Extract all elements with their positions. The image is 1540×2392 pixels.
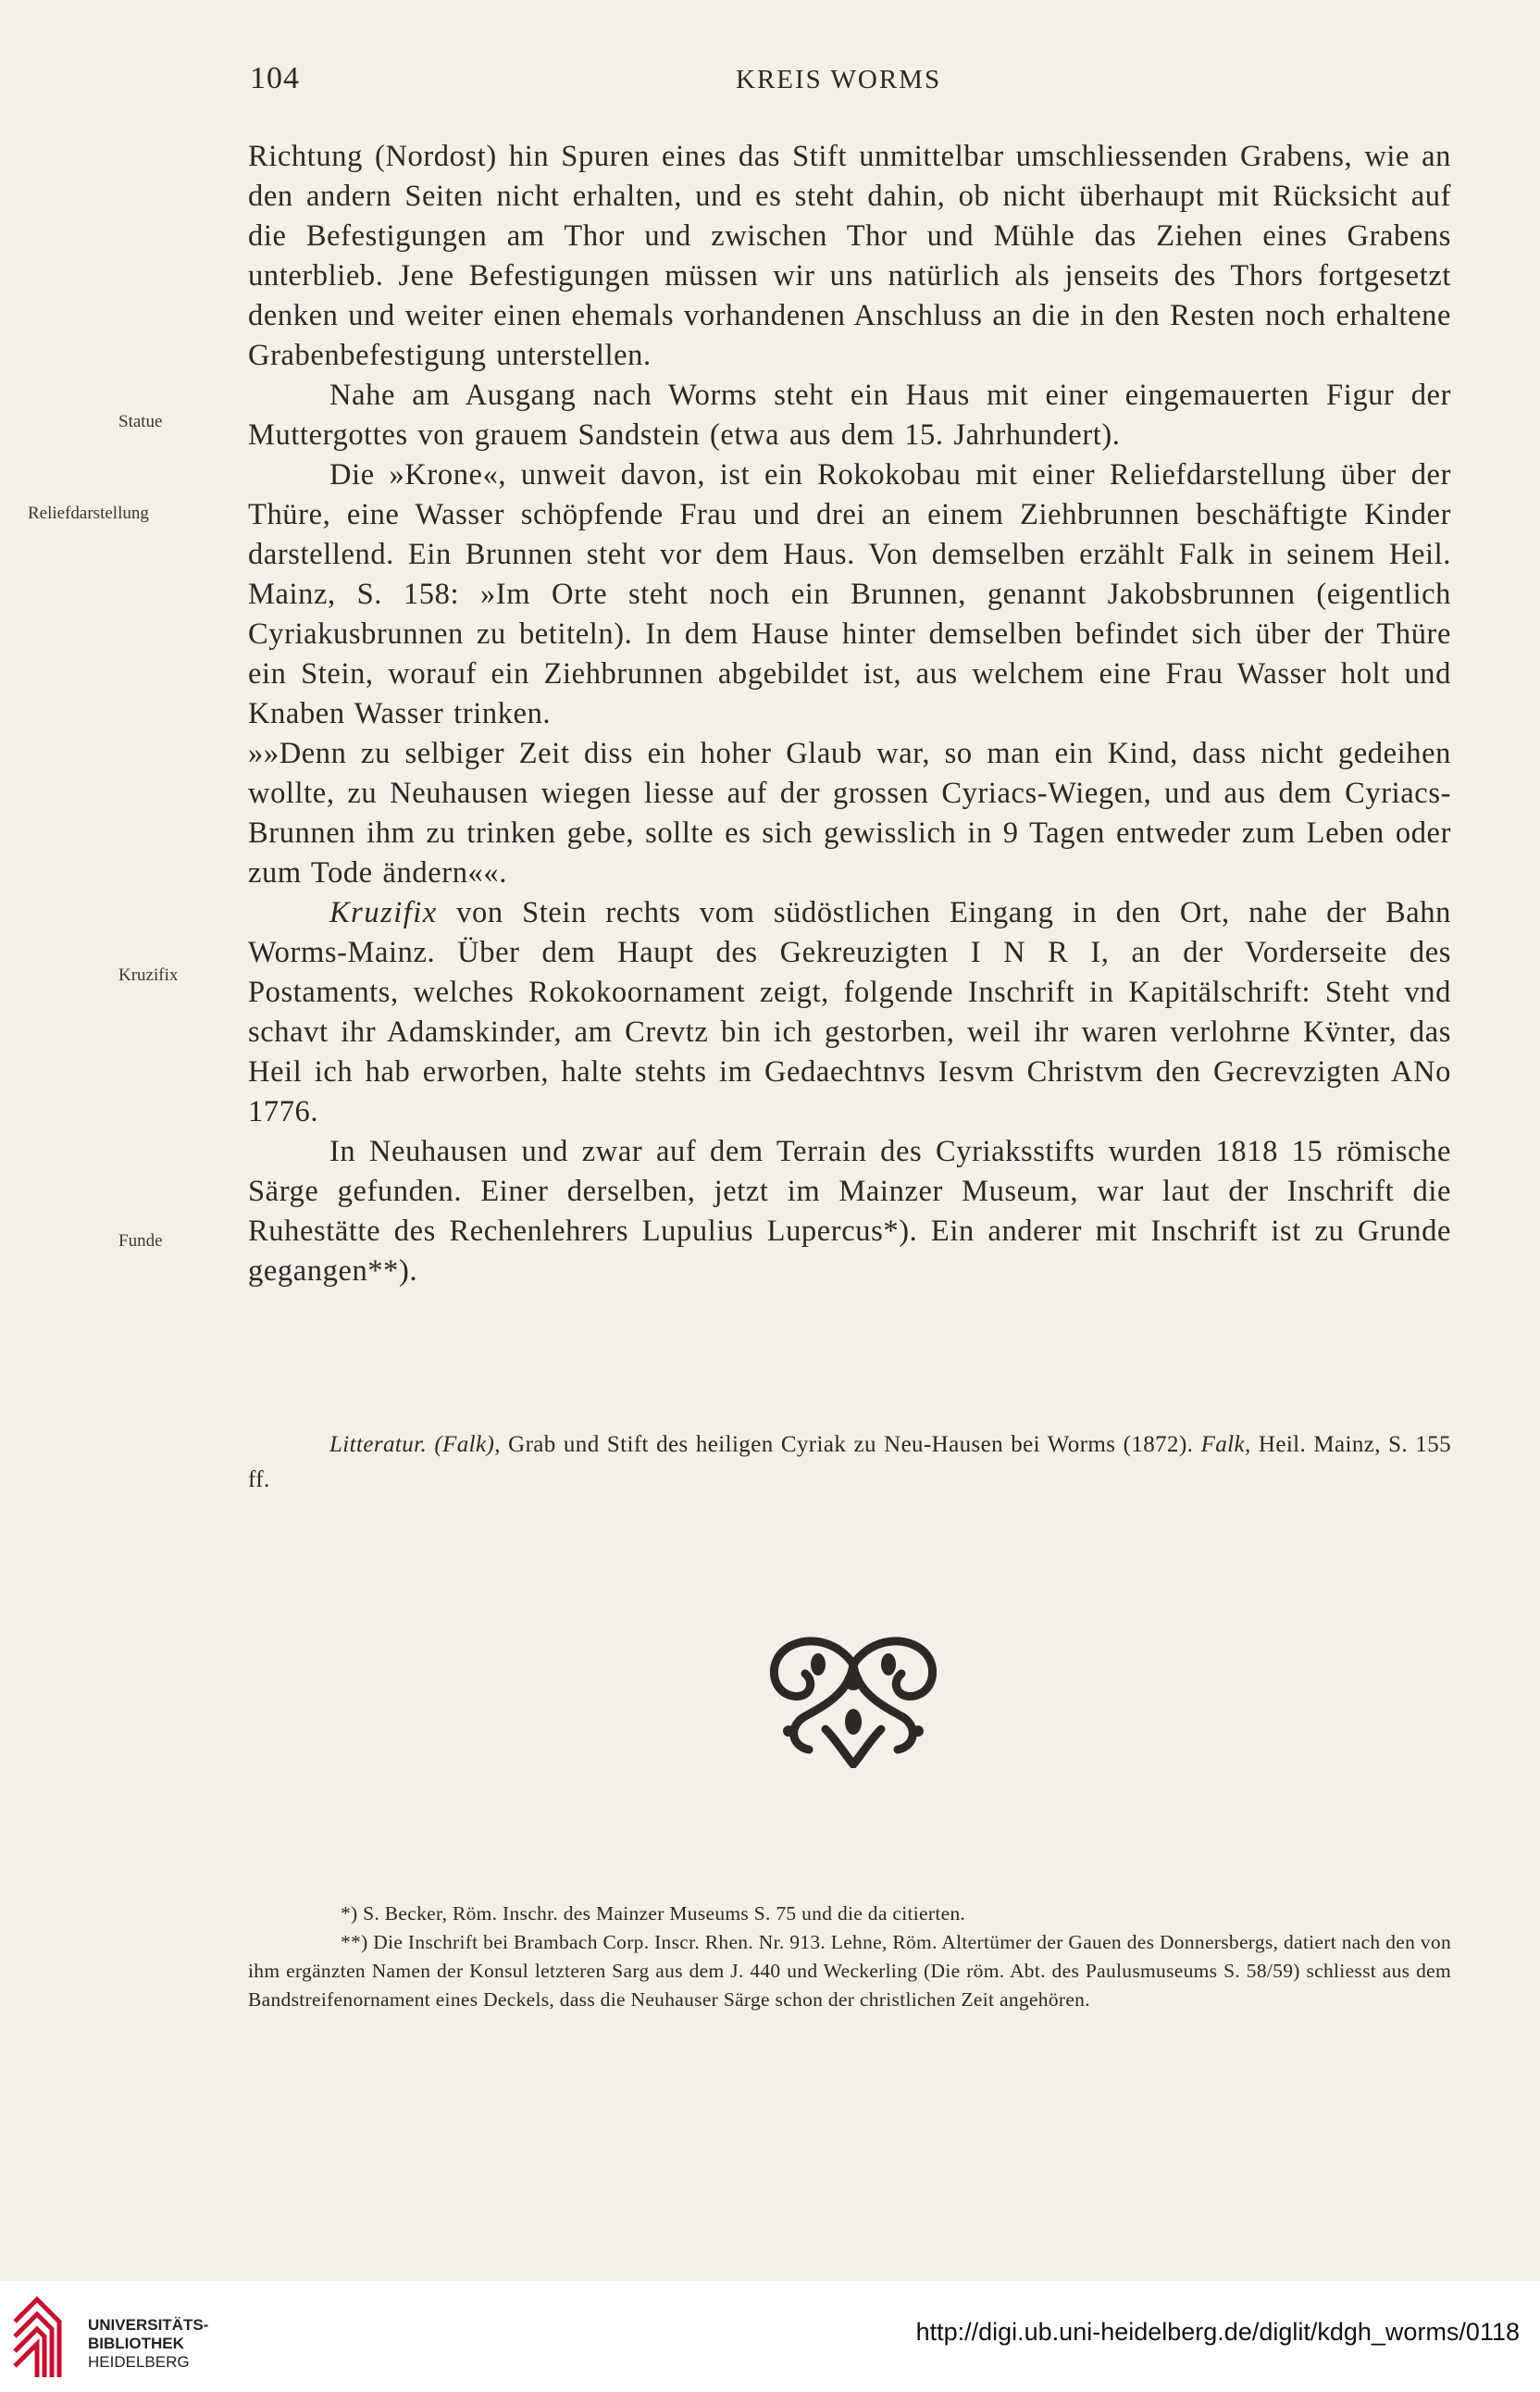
margin-note-funde: Funde (118, 1231, 163, 1251)
footnote-2: **) Die Inschrift bei Brambach Corp. Inscr. Rhen. Nr. 913. Lehne, Röm. Altertümer der Gauen des Donnersbergs, datiert nach den von ihm ergänzten Namen der Konsul letzteren Sarg aus dem J. 440 und Weckerling (Die röm. Abt. des Paulusmuseums S. 58/59) schliesst aus dem Bandstreifenornament eines Deckels, dass die Neuhauser Särge schon der christlichen Zeit angehören. (248, 1931, 1451, 2011)
margin-note-statue: Statue (118, 412, 163, 431)
literature-lead: Litteratur. (329, 1432, 428, 1457)
library-name-line-3: HEIDELBERG (88, 2353, 190, 2371)
paragraph-statue: Nahe am Ausgang nach Worms steht ein Haus mit einer eingemauerten Figur der Muttergottes von grauem Sandstein (etwa aus dem 15. Jahrhundert). (248, 379, 1451, 452)
paragraph-kruzifix (248, 893, 1451, 1132)
paragraph-funde: In Neuhausen und zwar auf dem Terrain des Cyriaksstifts wurden 1818 15 römische Särge gefunden. Einer derselben, jetzt im Mainzer Museum, war laut der Inschrift die Ruhestätte des Rechenlehrers Lupulius Lupercus*). Ein anderer mit Inschrift ist zu Grunde gegangen**). (248, 1135, 1451, 1288)
paragraph-quote: »»Denn zu selbiger Zeit diss ein hoher Glaub war, so man ein Kind, dass nicht gedeihen wollte, zu Neuhausen wiegen liesse auf der grossen Cyriacs-Wiegen, und aus dem Cyriacs-Brunnen ihm zu trinken gebe, sollte es sich gewisslich in 9 Tagen entweder zum Leben oder zum Tode ändern««. (248, 737, 1451, 890)
footer-bar (0, 2281, 1540, 2392)
library-name-line-1: UNIVERSITÄTS- (88, 2316, 209, 2334)
paragraph-graben: Richtung (Nordost) hin Spuren eines das Stift unmittelbar umschliessenden Grabens, wie an den andern Seiten nicht erhalten, und es steht dahin, ob nicht überhaupt mit Rücksicht auf die Befestigungen am Thor und zwischen Thor und Mühle das Ziehen eines Grabens unterblieb. Jene Befestigungen müssen wir uns natürlich als jenseits des Thors fortgesetzt denken und weiter einen ehemals vorhandenen Anschluss an die in den Resten noch erhaltene Grabenbefestigung unterstellen. (248, 140, 1451, 372)
kruzifix-lead: Kruzifix (329, 896, 438, 929)
library-name-line-2: BIBLIOTHEK (88, 2335, 184, 2352)
literature-author-2: Falk, (1200, 1432, 1251, 1457)
page-number: 104 (250, 61, 300, 95)
footnotes (248, 1900, 1451, 2014)
literature-author-1: (Falk), (434, 1432, 501, 1457)
page-header (0, 61, 1540, 107)
running-head: KREIS WORMS (736, 65, 942, 94)
literature-text-1: Grab und Stift des heiligen Cyriak zu Neu-Hausen bei Worms (1872). (508, 1432, 1194, 1457)
kruzifix-text: von Stein rechts vom südöstlichen Eingang in den Ort, nahe der Bahn Worms-Mainz. Über dem Haupt des Gekreuzigten I N R I, an der Vorderseite des Postaments, welches Rokokoornament zeigt, folgende Inschrift in Kapitälschrift: Steht vnd schavt ihr Adamskinder, am Crevtz bin ich gestorben, weil ihr waren verlohrne Kv̈nter, das Heil ich hab erworben, halte stehts im Gedaechtnvs Iesvm Christvm den Gecrevzigten ANo 1776. (248, 896, 1451, 1128)
footnote-1: *) S. Becker, Röm. Inschr. des Mainzer Museums S. 75 und die da citierten. (341, 1902, 966, 1925)
library-name (88, 2316, 208, 2372)
margin-note-kruzifix: Kruzifix (118, 966, 179, 985)
floral-vignette-icon (761, 1627, 946, 1768)
paragraph-krone: Die »Krone«, unweit davon, ist ein Rokokobau mit einer Reliefdarstellung über der Thüre, eine Wasser schöpfende Frau und drei an einem Ziehbrunnen beschäftigte Kinder darstellend. Ein Brunnen steht vor dem Haus. Von demselben erzählt Falk in seinem Heil. Mainz, S. 158: »Im Orte steht noch ein Brunnen, genannt Jakobsbrunnen (eigentlich Cyriakusbrunnen zu betiteln). In dem Hause hinter demselben befindet sich über der Thüre ein Stein, worauf ein Ziehbrunnen abgebildet ist, aus welchem eine Frau Wasser holt und Knaben Wasser trinken. (248, 458, 1451, 730)
source-url-link[interactable]: http://digi.ub.uni-heidelberg.de/diglit/kdgh_worms/0118 (915, 2318, 1520, 2346)
margin-note-relief: Reliefdarstellung (28, 504, 149, 523)
library-logo-icon (9, 2294, 68, 2383)
literature-text-2: Heil. Mainz, S. 155 ff. (248, 1432, 1452, 1492)
literature-block (248, 1427, 1451, 1498)
body-text (248, 137, 1451, 1291)
